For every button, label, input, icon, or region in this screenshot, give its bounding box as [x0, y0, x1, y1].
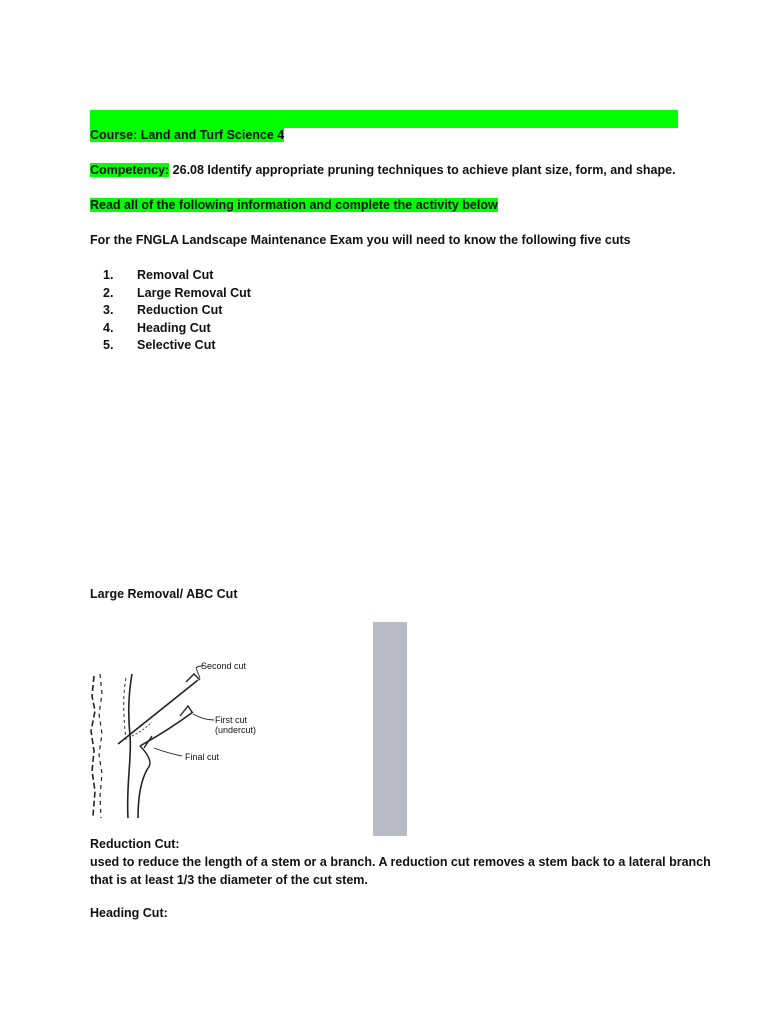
- course-text: Course: Land and Turf Science 4: [90, 128, 285, 142]
- competency-line: [90, 163, 676, 177]
- section-large-removal: Large Removal/ ABC Cut: [90, 587, 238, 601]
- list-item: [103, 267, 251, 285]
- list-number: 3.: [103, 303, 114, 317]
- cuts-list: [103, 267, 251, 355]
- list-label: Selective Cut: [137, 338, 216, 352]
- course-title: [90, 128, 284, 142]
- label-final-cut: Final cut: [185, 752, 220, 762]
- list-label: Heading Cut: [137, 320, 211, 335]
- reduction-line-1: used to reduce the length of a stem or a branch. A reduction cut removes a stem back to a lateral branch: [90, 855, 711, 869]
- label-undercut: (undercut): [215, 725, 257, 735]
- competency-label: Competency:: [90, 163, 170, 177]
- list-label: Removal Cut: [137, 268, 214, 282]
- list-number: 5.: [103, 338, 114, 352]
- label-second-cut: Second cut: [201, 661, 247, 671]
- reduction-line-2: that is at least 1/3 the diameter of the cut stem.: [90, 873, 368, 887]
- reduction-heading: Reduction Cut:: [90, 837, 180, 851]
- sidebar-gray-block: [373, 622, 407, 836]
- list-number: 1.: [103, 268, 114, 282]
- highlight-bar: [90, 110, 678, 128]
- competency-text: 26.08 Identify appropriate pruning techniques to achieve plant size, form, and shape.: [169, 163, 676, 177]
- intro-text: For the FNGLA Landscape Maintenance Exam you will need to know the following five cuts: [90, 233, 631, 247]
- label-first-cut: First cut: [215, 715, 248, 725]
- list-label: Reduction Cut: [137, 303, 223, 317]
- list-item: [103, 320, 251, 338]
- instruction-text: Read all of the following information and complete the activity below: [90, 198, 498, 212]
- abc-cut-illustration: [88, 656, 288, 829]
- list-number: 2.: [103, 285, 114, 300]
- instruction-line: [90, 198, 498, 212]
- list-number: 4.: [103, 320, 114, 335]
- list-item: [103, 337, 251, 355]
- list-label: Large Removal Cut: [137, 285, 251, 300]
- list-item: [103, 302, 251, 320]
- list-item: [103, 285, 251, 303]
- heading-cut-title: Heading Cut:: [90, 906, 168, 920]
